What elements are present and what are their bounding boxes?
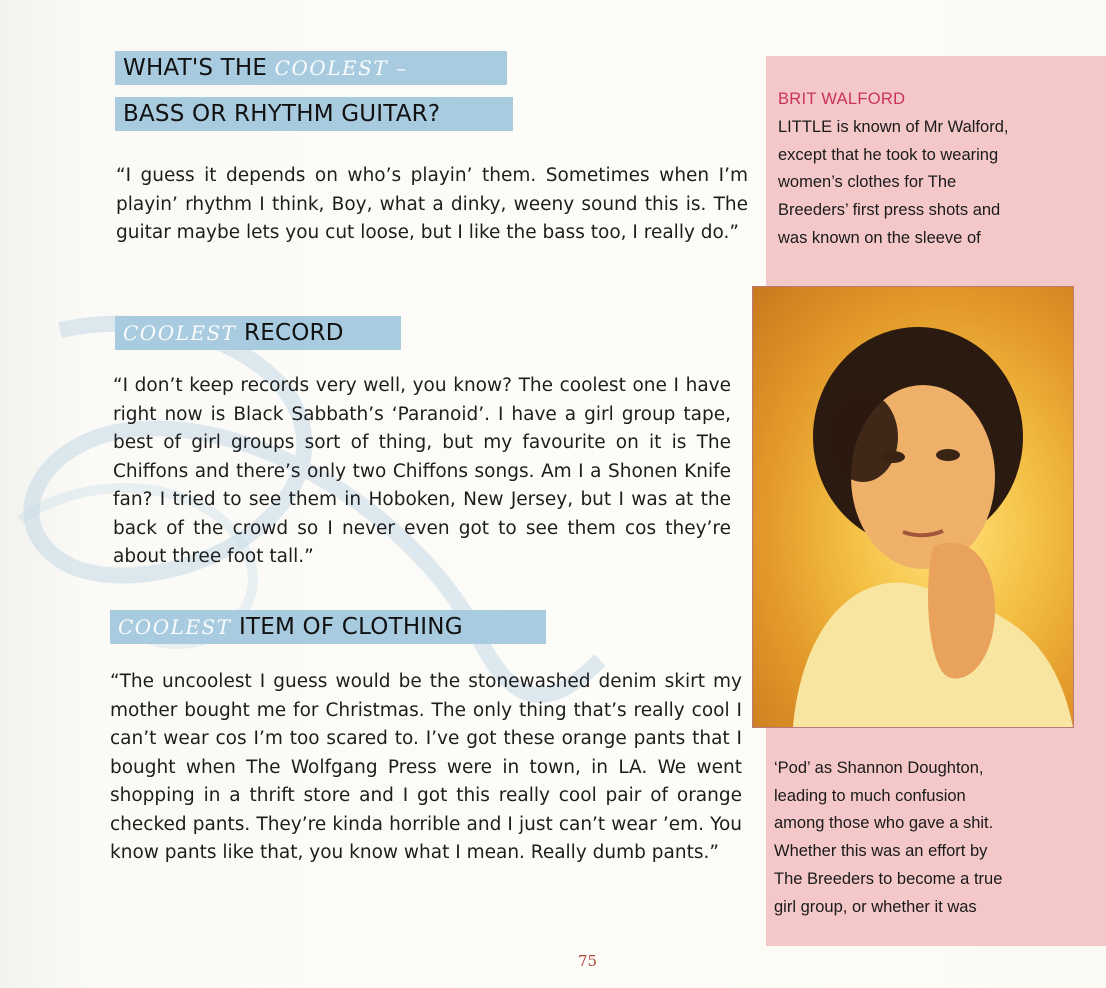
sidebar-line: leading to much confusion [774,786,966,805]
heading-coolest-bass-or-rhythm-line1 [115,51,507,85]
sidebar-line: was known on the sleeve of [778,228,981,247]
sidebar-line: girl group, or whether it was [774,897,977,916]
sidebar-name: BRIT WALFORD [778,90,906,108]
sidebar-line: except that he took to wearing [778,145,999,164]
portrait-photo [752,286,1074,728]
heading-accent-coolest: COOLEST – [274,56,408,80]
page-number: 75 [578,952,598,970]
heading-rest: ITEM OF CLOTHING [231,614,463,640]
sidebar-line: Breeders’ first press shots and [778,201,1001,220]
heading-coolest-record [115,316,401,350]
sidebar-text-bottom [774,755,1074,921]
heading-accent-coolest: COOLEST [123,321,237,345]
heading-prefix: WHAT'S THE [123,55,275,81]
sidebar-line: Whether this was an effort by [774,842,988,861]
sidebar-line: The Breeders to become a true [774,869,1003,888]
heading-coolest-bass-or-rhythm-line2: BASS OR RHYTHM GUITAR? [115,97,513,131]
sidebar-line: LITTLE is known of Mr Walford, [778,118,1009,136]
heading-coolest-item-of-clothing [110,610,546,644]
portrait-illustration [753,287,1073,727]
heading-accent-coolest: COOLEST [118,615,232,639]
sidebar-line: women’s clothes for The [778,173,957,192]
heading-rest: RECORD [236,320,344,346]
answer-bass-or-rhythm: “I guess it depends on who’s playin’ them. Sometimes when I’m playin’ rhythm I think, Boy, what a dinky, weeny sound this is. The guitar maybe lets you cut loose, but I like the bass too, I really do.” [116,165,748,243]
answer-coolest-clothing: “The uncoolest I guess would be the stonewashed denim skirt my mother bought me for Christmas. The only thing that’s really cool I can’t wear cos I’m too scared to. I’ve got these orange pants that I bought when The Wolfgang Press were in town, in LA. We went shopping in a thrift store and I got this really cool pair of orange checked pants. They’re kinda horrible and I just can’t wear ’em. You know pants like that, you know what I mean. Really dumb pants.” [110,671,742,863]
sidebar-line: among those who gave a shit. [774,814,994,833]
answer-coolest-record: “I don’t keep records very well, you know? The coolest one I have right now is Black Sabbath’s ‘Paranoid’. I have a girl group tape, best of girl groups sort of thing, but my favourite on it is The Chiffons and there’s only two Chiffons songs. Am I a Shonen Knife fan? I tried to see them in Hoboken, New Jersey, but I was at the back of the crowd so I never even got to see them cos they’re about three foot tall.” [113,375,731,567]
sidebar-text-top [778,114,1078,253]
sidebar-line: ‘Pod’ as Shannon Doughton, [774,759,984,777]
